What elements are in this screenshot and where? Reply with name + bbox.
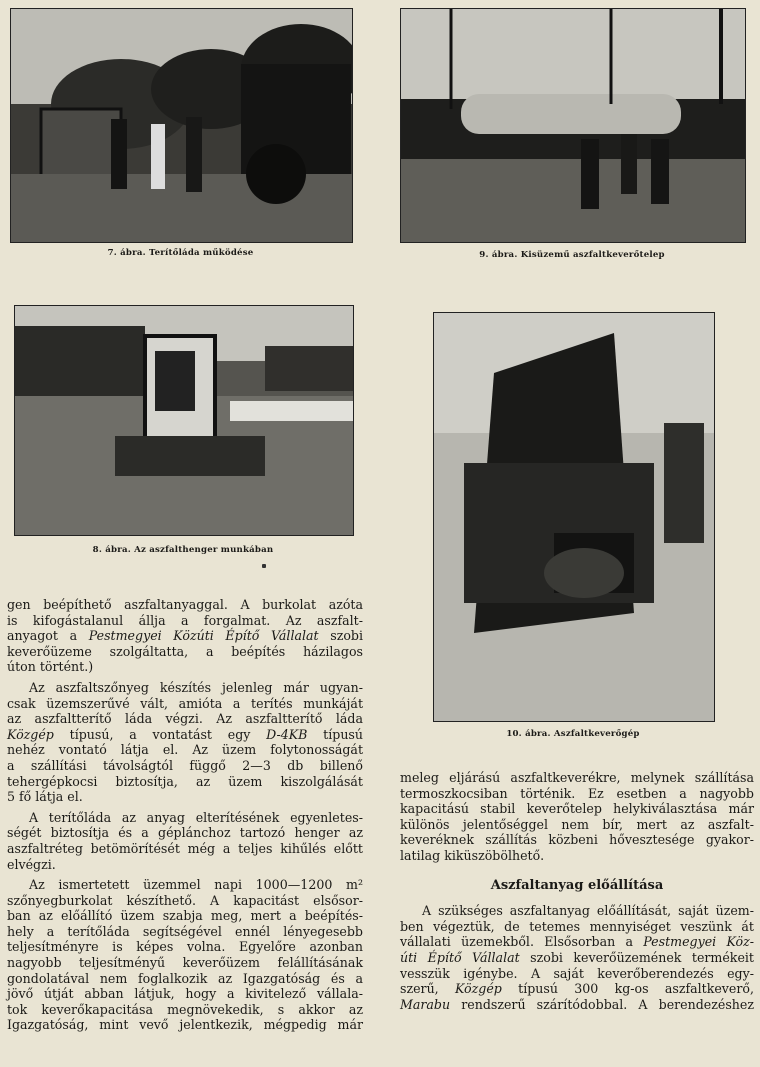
text-line: vesszük igénybe. A saját keverőberendezés egy- (400, 965, 754, 981)
paragraph (7, 680, 363, 805)
figure-10-photo (433, 312, 715, 722)
paragraph (7, 597, 363, 675)
text-line: aszfaltréteg betömörítését még a teljes kihűlés előtt (7, 840, 363, 856)
text-line: Közgép típusú, a vontatást egy D-4KB típusú (7, 726, 364, 742)
text-line: A szükséges aszfaltanyag előállítását, saját üzem- (422, 903, 754, 919)
text-line: jövő útját abban látjuk, hogy a kivitelező vállala- (7, 986, 363, 1002)
text-line: termoszkocsiban történik. Ez esetben a nagyobb (400, 785, 754, 801)
figure-7-caption: 7. ábra. Terítőláda működése (107, 248, 254, 258)
text-line: csak üzemszerűvé vált, amióta a terítés munkáját (7, 695, 363, 711)
text-line: úti Építő Vállalat szobi keverőüzemének termékeit (400, 949, 754, 965)
figure-8-photo (14, 305, 354, 536)
figure-9-photo (400, 8, 746, 243)
text-line: kapacitású stabil keverőtelep helykiválasztása már (400, 801, 754, 817)
text-line: Igazgatóság, mint vevő jelentkezik, mégpedig már (7, 1017, 363, 1033)
text-line: az aszfaltterítő láda végzi. Az aszfaltterítő láda (7, 711, 363, 727)
text-line: tok keverőkapacitása megnövekedik, s akkor az (7, 1001, 363, 1017)
text-line: a szállítási távolságtól függő 2—3 db billenő (7, 757, 363, 773)
text-line: ségét biztosítja és a géplánchoz tartozó henger az (7, 825, 363, 841)
text-line: Az aszfaltszőnyeg készítés jelenleg már ugyan- (29, 679, 363, 695)
paragraph (7, 877, 363, 1033)
section-heading: Aszfaltanyag előállítása (490, 877, 664, 893)
text-line: anyagot a Pestmegyei Közúti Építő Vállalat szobi (7, 628, 363, 644)
text-line: 5 fő látja el. (7, 789, 83, 805)
text-line: vállalati üzemekből. Elsősorban a Pestmegyei Köz- (400, 934, 755, 950)
right-column-text (400, 770, 754, 1012)
paragraph (400, 770, 754, 864)
text-line: is kifogástalanul állja a forgalmat. Az aszfalt- (7, 612, 363, 628)
text-line: A terítőláda az anyag elterítésének egyenletes- (29, 809, 363, 825)
text-line: Az ismertetett üzemmel napi 1000—1200 m² (29, 877, 363, 893)
text-line: tehergépkocsi biztosítja, az üzem kiszolgálását (7, 773, 363, 789)
figure-7-photo (10, 8, 353, 243)
figure-8-caption: 8. ábra. Az aszfalthenger munkában (92, 545, 274, 555)
text-line: gen beépíthető aszfaltanyaggal. A burkolat azóta (7, 597, 363, 612)
text-line: Marabu rendszerű szárítódobbal. A berendezéshez (400, 996, 754, 1012)
text-line: nehéz vontató látja el. Az üzem folytonosságát (7, 742, 363, 758)
text-line: hely a terítőláda segítségével ennél lényegesebb (7, 923, 363, 939)
text-line: különös jelentőséggel nem bír, mert az aszfalt- (400, 816, 754, 832)
paragraph (7, 810, 363, 872)
paragraph (400, 903, 754, 1012)
text-line: meleg eljárású aszfaltkeverékre, melynek szállítása (400, 770, 754, 785)
text-line: nagyobb teljesítményű keverőüzem felállításának (7, 955, 363, 971)
text-line: keverőüzeme szolgáltatta, a beépítés házilagos (7, 643, 363, 659)
left-column-text (7, 597, 363, 1033)
text-line: szerű, Közgép típusú 300 kg-os aszfaltkeverő, (400, 981, 754, 997)
text-line: úton történt.) (7, 659, 94, 675)
figure-9-caption: 9. ábra. Kisüzemű aszfaltkeverőtelep (479, 250, 665, 260)
text-line: latilag kiküszöbölhető. (400, 847, 545, 863)
ink-speck (262, 564, 266, 568)
figure-10-caption: 10. ábra. Aszfaltkeverőgép (506, 729, 640, 739)
text-line: teljesítményre is képes volna. Egyelőre azonban (7, 939, 363, 955)
text-line: ben végeztük, de tetemes mennyiséget veszünk át (400, 918, 754, 934)
text-line: gondolatával nem foglalkozik az Igazgatóság és a (7, 970, 363, 986)
text-line: ban az előállító üzem szabja meg, mert a beépítés- (7, 908, 363, 924)
text-line: szőnyegburkolat készíthető. A kapacitást elsősor- (7, 892, 363, 908)
text-line: keveréknek szállítás közbeni hőveszteségе gyakor- (400, 832, 754, 848)
text-line: elvégzi. (7, 856, 56, 872)
